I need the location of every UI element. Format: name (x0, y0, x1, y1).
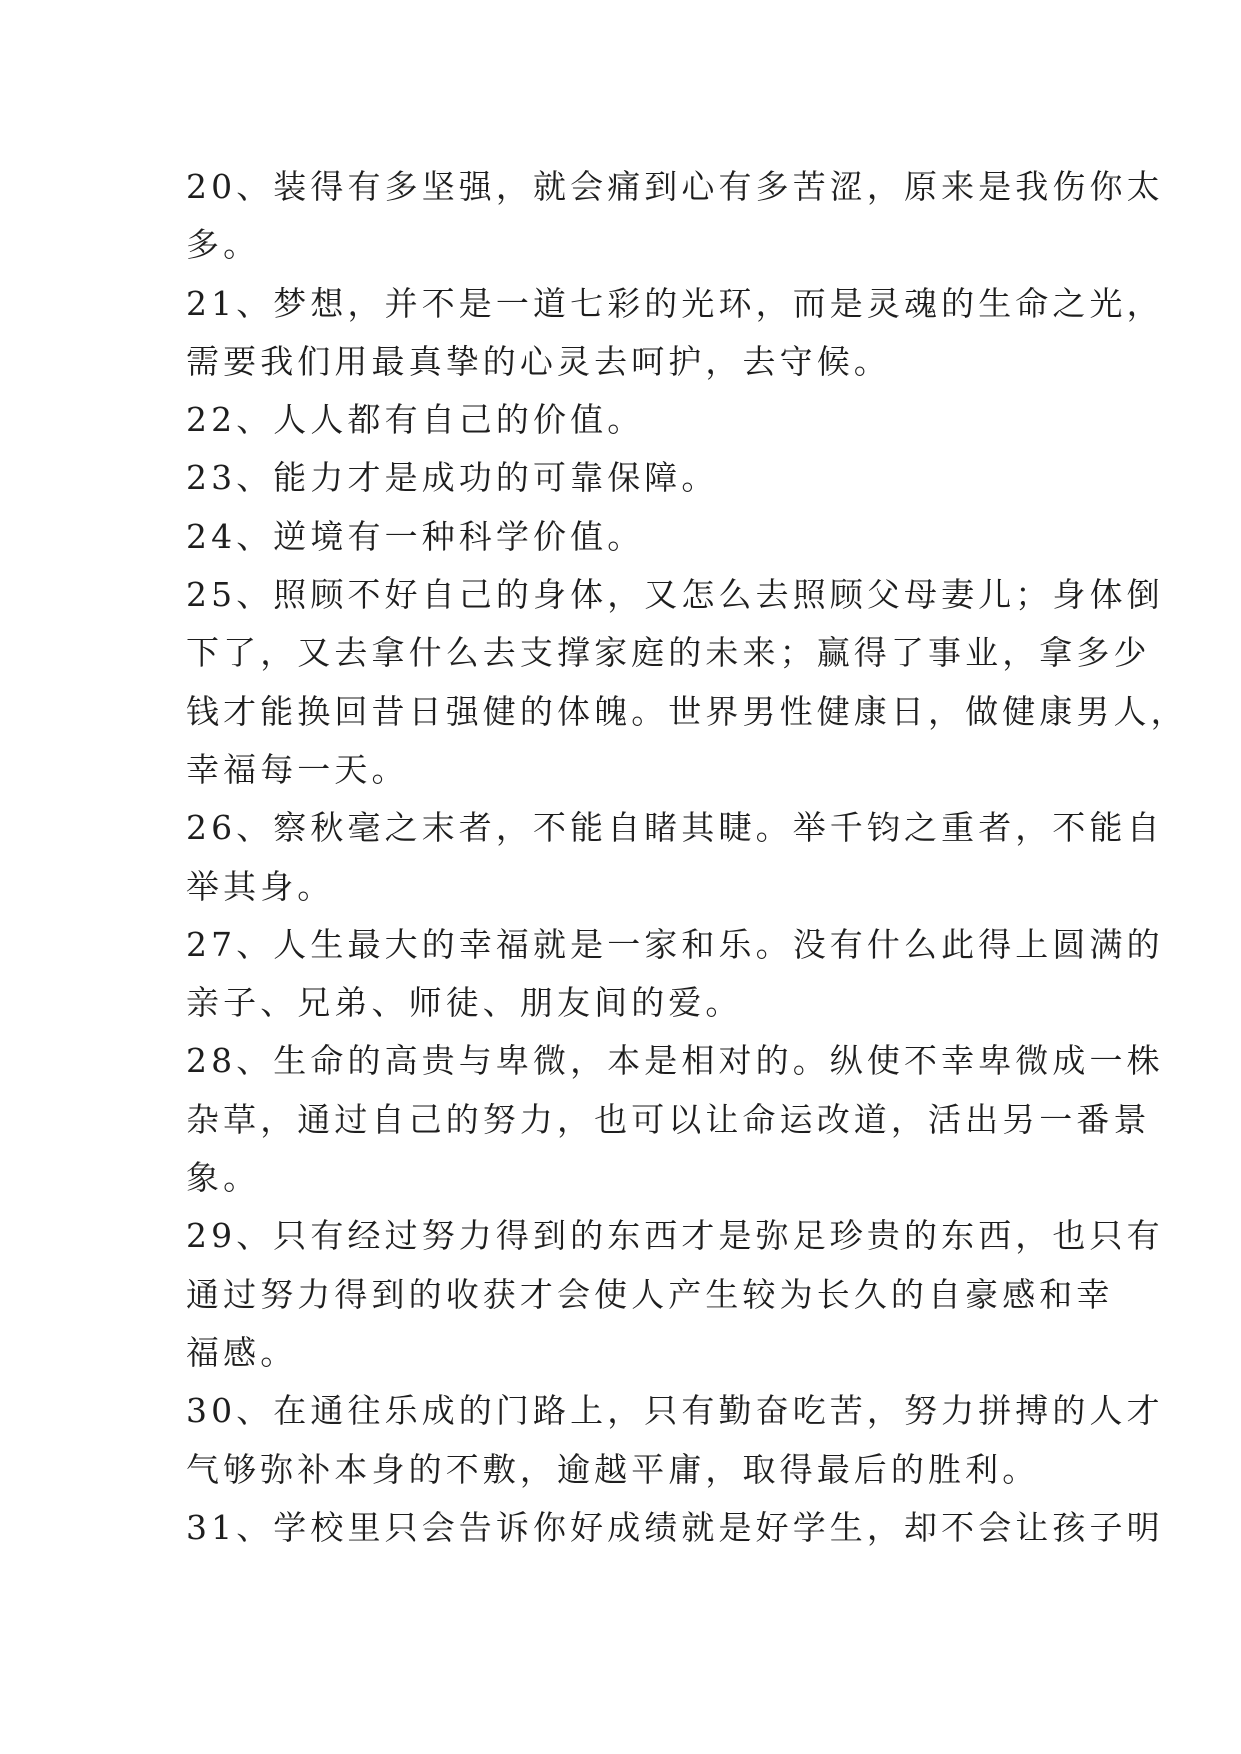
text-line: 通过努力得到的收获才会使人产生较为长久的自豪感和幸 (186, 1274, 1114, 1314)
document-body (186, 158, 1188, 1557)
paragraph-24 (186, 508, 1066, 566)
text-line: 幸福每一天。 (186, 749, 409, 789)
paragraph-27 (186, 916, 1164, 1033)
text-line: 钱才能换回昔日强健的体魄。世界男性健康日，做健康男人， (186, 691, 1188, 731)
text-line: 30、在通往乐成的门路上，只有勤奋吃苦，努力拼搏的人才 (186, 1391, 1164, 1431)
text-line: 福感。 (186, 1332, 298, 1372)
text-line: 象。 (186, 1158, 261, 1198)
text-line: 下了，又去拿什么去支撑家庭的未来；赢得了事业，拿多少 (186, 633, 1151, 673)
text-line: 多。 (186, 225, 261, 265)
text-line: 25、照顾不好自己的身体，又怎么去照顾父母妻儿；身体倒 (186, 575, 1164, 615)
paragraph-23 (186, 449, 1066, 507)
text-line: 27、人生最大的幸福就是一家和乐。没有什么此得上圆满的 (186, 924, 1164, 964)
text-line: 气够弥补本身的不敷，逾越平庸，取得最后的胜利。 (186, 1449, 1040, 1489)
paragraph-20 (186, 158, 1164, 275)
text-line: 需要我们用最真挚的心灵去呵护，去守候。 (186, 341, 891, 381)
text-line: 26、察秋毫之末者，不能自睹其睫。举千钧之重者，不能自 (186, 808, 1164, 848)
paragraph-30 (186, 1382, 1164, 1499)
text-line: 28、生命的高贵与卑微，本是相对的。纵使不幸卑微成一株 (186, 1041, 1164, 1081)
text-line: 举其身。 (186, 866, 335, 906)
text-line: 21、梦想，并不是一道七彩的光环，而是灵魂的生命之光， (186, 283, 1164, 323)
paragraph-21 (186, 275, 1164, 392)
paragraph-28 (186, 1032, 1164, 1207)
paragraph-22 (186, 391, 1066, 449)
paragraph-29 (186, 1207, 1164, 1382)
text-line: 24、逆境有一种科学价值。 (186, 516, 645, 556)
text-line: 29、只有经过努力得到的东西才是弥足珍贵的东西，也只有 (186, 1216, 1164, 1256)
paragraph-26 (186, 799, 1164, 916)
text-line: 22、人人都有自己的价值。 (186, 400, 645, 440)
text-line: 20、装得有多坚强，就会痛到心有多苦涩，原来是我伤你太 (186, 167, 1164, 206)
text-line: 杂草，通过自己的努力，也可以让命运改道，活出另一番景 (186, 1099, 1151, 1139)
text-line: 亲子、兄弟、师徒、朋友间的爱。 (186, 983, 743, 1023)
paragraph-31 (186, 1499, 1164, 1557)
text-line: 31、学校里只会告诉你好成绩就是好学生，却不会让孩子明 (186, 1507, 1164, 1547)
text-line: 23、能力才是成功的可靠保障。 (186, 458, 719, 498)
paragraph-25 (186, 566, 1188, 799)
